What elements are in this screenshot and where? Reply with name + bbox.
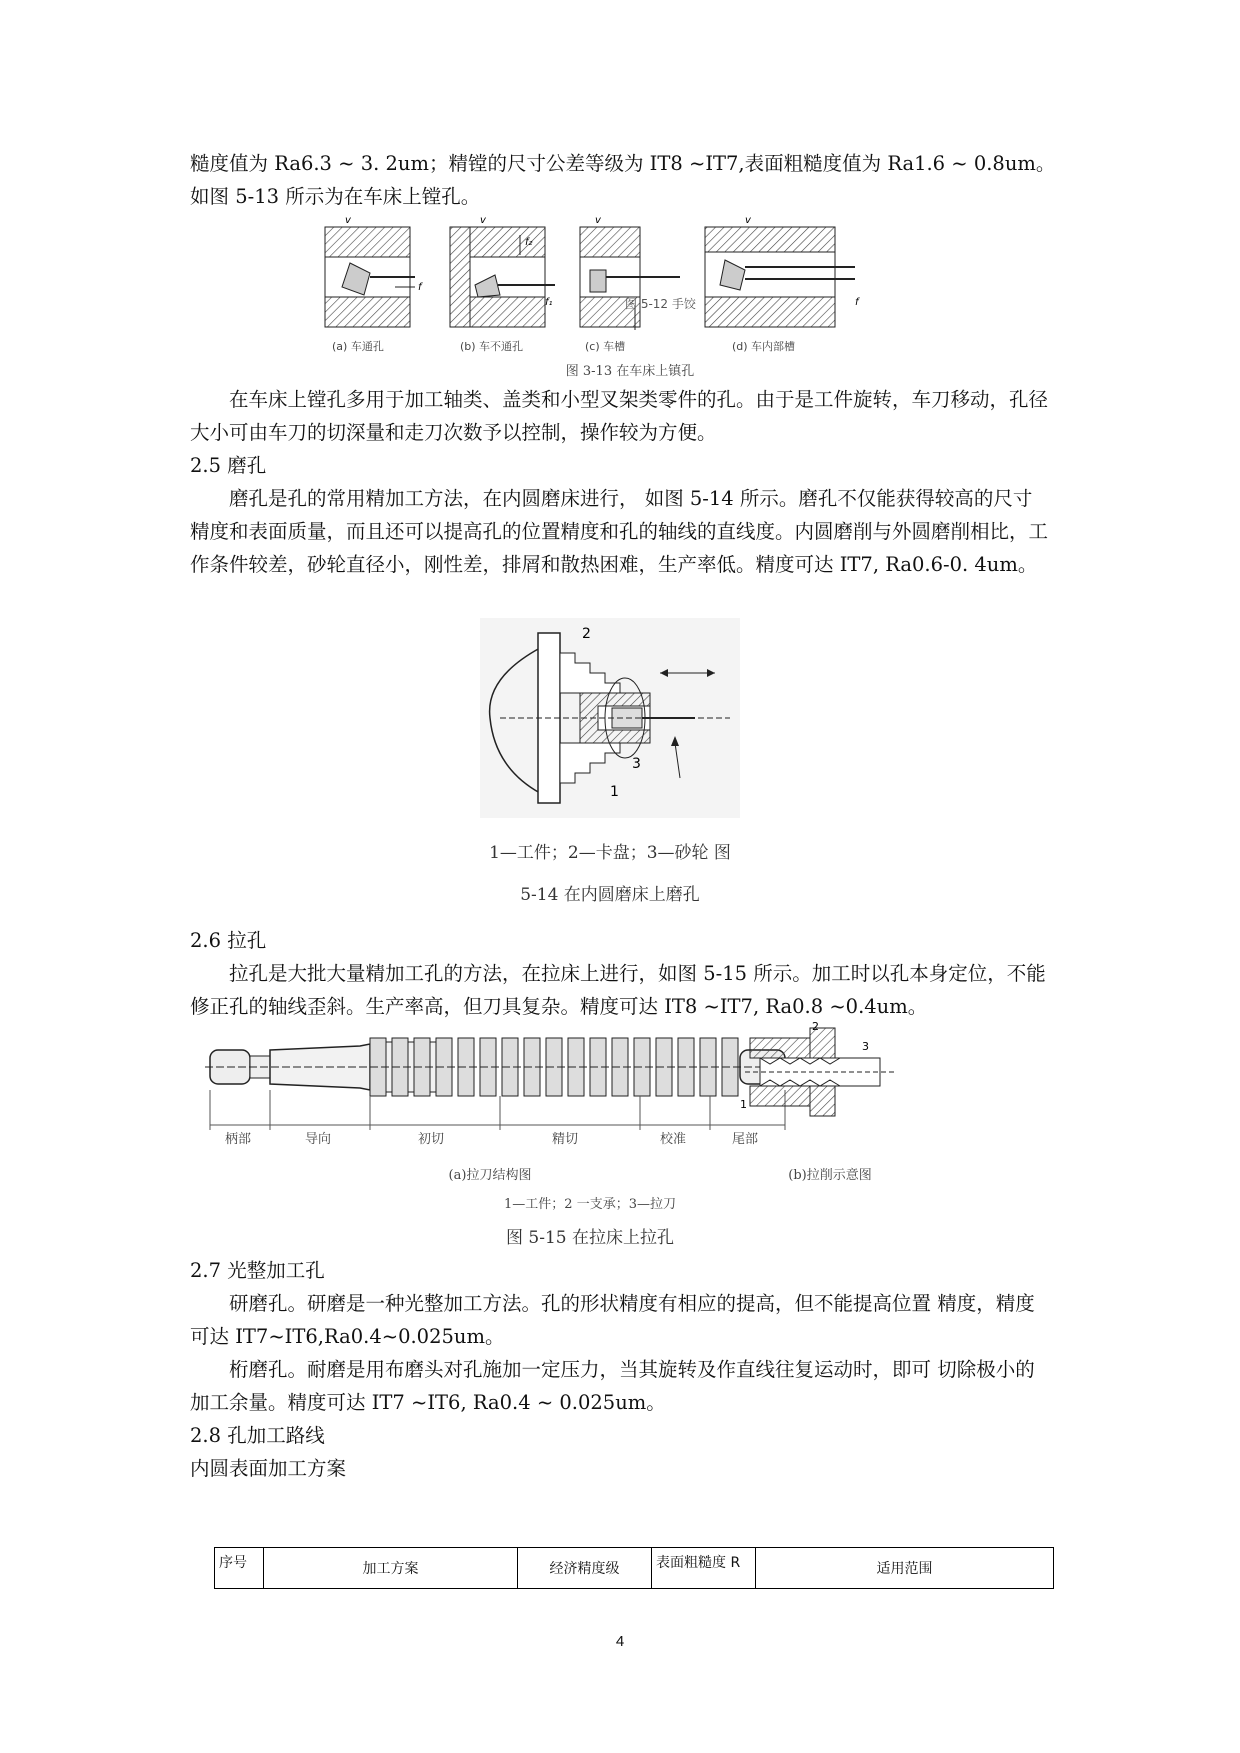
overlay-label: 图 5-12 手饺 (625, 297, 696, 311)
svg-text:1: 1 (610, 784, 619, 800)
svg-text:3: 3 (632, 756, 641, 772)
intro-section (190, 147, 1056, 213)
col-header-plan: 加工方案 (264, 1548, 518, 1589)
heading-2-5: 2.5 磨孔 (190, 454, 267, 477)
fig-a-through-hole (325, 215, 423, 327)
lathe-section (190, 383, 1050, 581)
svg-text:2: 2 (582, 626, 591, 642)
lapping-paragraph: 研磨孔。研磨是一种光整加工方法。孔的形状精度有相应的提高，但不能提高位置 精度，精度可达 IT7~IT6,Ra0.4~0.025um。 (190, 1292, 1035, 1348)
figure-5-14 (480, 618, 740, 818)
sub-caption-d: (d) 车内部槽 (732, 340, 796, 353)
finishing-section (190, 1254, 1050, 1485)
svg-text:3: 3 (862, 1040, 869, 1053)
lathe-paragraph: 在车床上镗孔多用于加工轴类、盖类和小型叉架类零件的孔。由于是工件旋转，车刀移动，孔径大小可由车刀的切深量和走刀次数予以控制，操作较为方便。 (190, 388, 1049, 444)
svg-text:v: v (595, 215, 601, 226)
sub-caption-a: (a) 车通孔 (332, 340, 384, 353)
sub-caption-b: (b) 车不通孔 (460, 340, 524, 353)
col-header-accuracy: 经济精度级 (518, 1548, 652, 1589)
svg-text:柄部: 柄部 (225, 1132, 252, 1147)
page-number: 4 (615, 1633, 625, 1650)
intro-line-1: 糙度值为 Ra6.3 ~ 3. 2um；精镗的尺寸公差等级为 IT8 ~IT7,表面粗糙度值为 Ra1.6 ~ 0.8um。 (190, 152, 1056, 175)
fig-c-groove (580, 215, 680, 330)
figure-5-14-legend: 1—工件；2—卡盘；3—砂轮 图 (489, 843, 731, 863)
svg-text:v: v (745, 215, 751, 226)
heading-2-7: 2.7 光整加工孔 (190, 1259, 325, 1282)
heading-2-8: 2.8 孔加工路线 (190, 1424, 325, 1447)
broach-section (190, 924, 1050, 1023)
figure-5-14-caption: 5-14 在内圆磨床上磨孔 (520, 885, 700, 905)
col-header-scope: 适用范围 (756, 1548, 1054, 1589)
col-header-roughness: 表面粗糙度 R (652, 1548, 756, 1589)
fig-d-internal-groove (705, 215, 860, 327)
svg-text:尾部: 尾部 (732, 1132, 759, 1147)
figure-5-15-legend: 1—工件；2 一支承；3—拉刀 (504, 1197, 676, 1212)
table-header-row (215, 1548, 1054, 1589)
svg-text:f: f (418, 282, 422, 293)
sub-heading: 内圆表面加工方案 (190, 1457, 347, 1480)
intro-line-2: 如图 5-13 所示为在车床上镗孔。 (190, 185, 481, 208)
svg-text:f₁: f₁ (545, 297, 553, 308)
svg-text:导向: 导向 (305, 1132, 332, 1147)
processing-plan-table (214, 1547, 1054, 1589)
figure-3-13-caption: 图 3-13 在车床上镇孔 (565, 364, 695, 379)
broach-tool (205, 1038, 795, 1147)
broach-paragraph: 拉孔是大批大量精加工孔的方法，在拉床上进行，如图 5-15 所示。加工时以孔本身定位，不能修正孔的轴线歪斜。生产率高，但刀具复杂。精度可达 IT8 ~IT7, Ra0.8 ~0.4um。 (190, 962, 1046, 1018)
figure-5-15-caption: 图 5-15 在拉床上拉孔 (506, 1228, 674, 1248)
figure-5-15-sub-a: (a)拉刀结构图 (448, 1168, 532, 1183)
svg-text:f: f (855, 297, 859, 308)
svg-text:v: v (480, 215, 486, 226)
heading-2-6: 2.6 拉孔 (190, 929, 267, 952)
svg-text:f₂: f₂ (525, 237, 533, 248)
svg-text:校准: 校准 (660, 1132, 687, 1147)
svg-text:精切: 精切 (552, 1132, 579, 1147)
grind-paragraph: 磨孔是孔的常用精加工方法，在内圆磨床进行， 如图 5-14 所示。磨孔不仅能获得较高的尺寸精度和表面质量，而且还可以提高孔的位置精度和孔的轴线的直线度。内圆磨削与外圆磨削相比，工作条件较差，砂轮直径小，刚性差，排屑和散热困难，生产率低。精度可达 IT7, Ra0.6-0. 4um。 (190, 487, 1049, 576)
svg-text:1: 1 (740, 1098, 747, 1111)
honing-paragraph: 桁磨孔。耐磨是用布磨头对孔施加一定压力，当其旋转及作直线往复运动时，即可 切除极小的加工余量。精度可达 IT7 ~IT6, Ra0.4 ~ 0.025um。 (190, 1358, 1035, 1414)
col-header-index: 序号 (215, 1548, 264, 1589)
svg-text:初切: 初切 (418, 1132, 445, 1147)
figure-5-15-b (740, 1020, 900, 1130)
figure-3-13 (320, 215, 940, 375)
svg-text:2: 2 (812, 1020, 819, 1033)
figure-5-15-sub-b: (b)拉削示意图 (788, 1168, 872, 1183)
fig-b-blind-hole (450, 215, 555, 327)
sub-caption-c: (c) 车槽 (585, 340, 626, 353)
svg-text:v: v (345, 215, 351, 226)
